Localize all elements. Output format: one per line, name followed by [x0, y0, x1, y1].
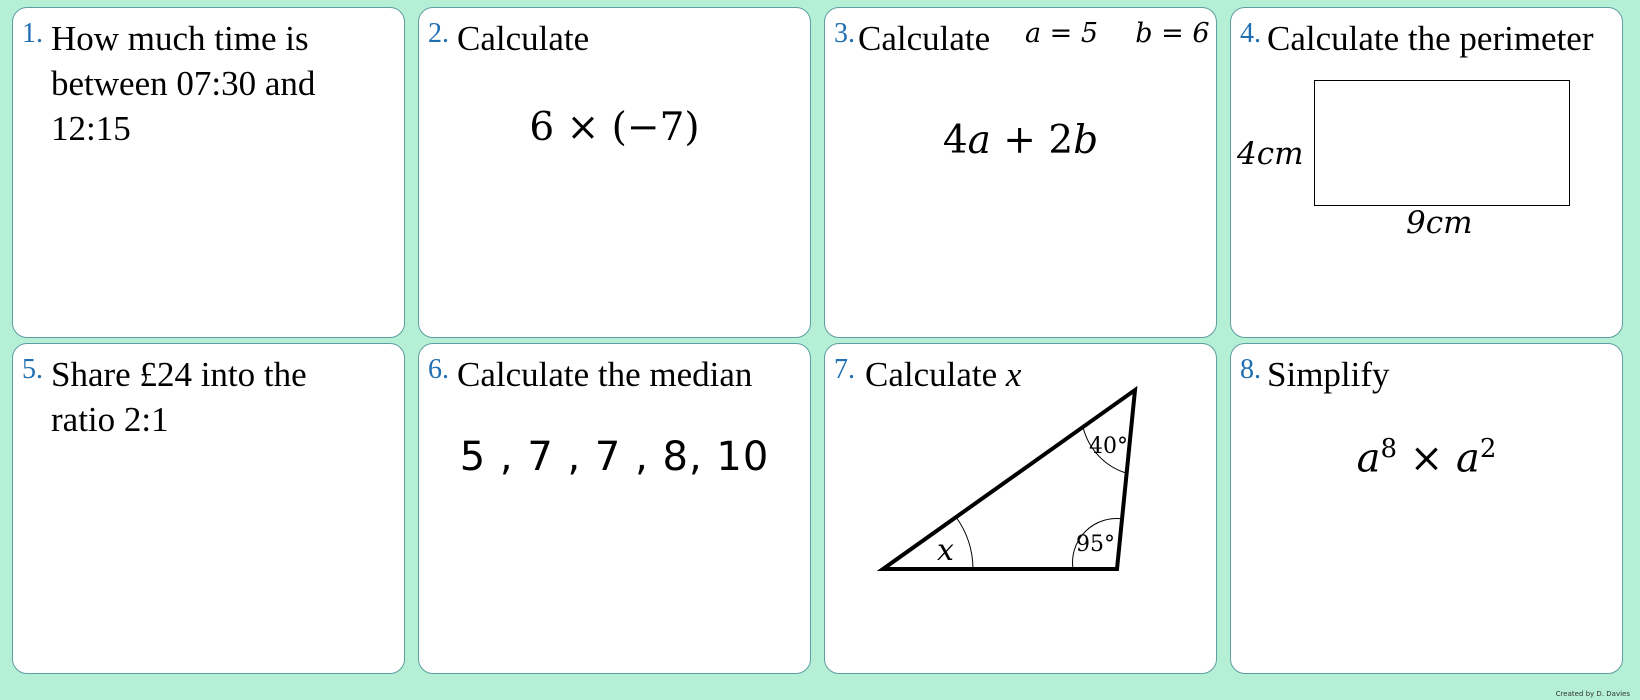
width-label: 9cm [1406, 205, 1473, 241]
question-text: Simplify [1267, 355, 1390, 394]
rectangle-shape [1314, 80, 1570, 206]
given-a: a = 5 [1025, 18, 1099, 49]
question-card-2 [418, 7, 811, 338]
question-number: 7. [834, 354, 855, 385]
question-text: Calculate the median [457, 355, 753, 394]
question-card-3 [824, 7, 1217, 338]
question-number: 4. [1240, 18, 1261, 49]
question-text: How much time is between 07:30 and 12:15 [51, 19, 316, 148]
question-number: 5. [22, 354, 43, 385]
question-number: 6. [428, 354, 449, 385]
math-expression: 6 × (−7) [529, 105, 700, 150]
credit-footer: Created by D. Davies [1555, 690, 1630, 698]
question-card-8 [1230, 343, 1623, 674]
question-card-4 [1230, 7, 1623, 338]
question-card-5 [12, 343, 405, 674]
height-label: 4cm [1237, 136, 1304, 172]
question-text: Calculate [457, 19, 590, 58]
question-card-1 [12, 7, 405, 338]
triangle-diagram [825, 344, 1217, 674]
given-b: b = 6 [1135, 18, 1210, 49]
question-card-7 [824, 343, 1217, 674]
angle-label-bottom: 95° [1076, 532, 1115, 557]
question-number: 3. [834, 18, 855, 49]
angle-label-top: 40° [1089, 434, 1128, 459]
question-card-6 [418, 343, 811, 674]
question-text: Calculate x [865, 355, 1022, 394]
question-number: 2. [428, 18, 449, 49]
given-values [1025, 18, 1210, 49]
question-text: Share £24 into the ratio 2:1 [51, 355, 307, 439]
math-expression: 4a + 2b [942, 118, 1099, 163]
angle-arc-x [956, 517, 973, 569]
question-number: 1. [22, 18, 43, 49]
math-expression: $a^8 \times a^2$ [1356, 434, 1497, 482]
data-values: 5 , 7 , 7 , 8, 10 [459, 434, 770, 480]
question-number: 8. [1240, 354, 1261, 385]
question-text: Calculate the perimeter [1267, 19, 1594, 58]
angle-label-x: x [937, 533, 954, 568]
question-text: Calculate [858, 19, 991, 58]
